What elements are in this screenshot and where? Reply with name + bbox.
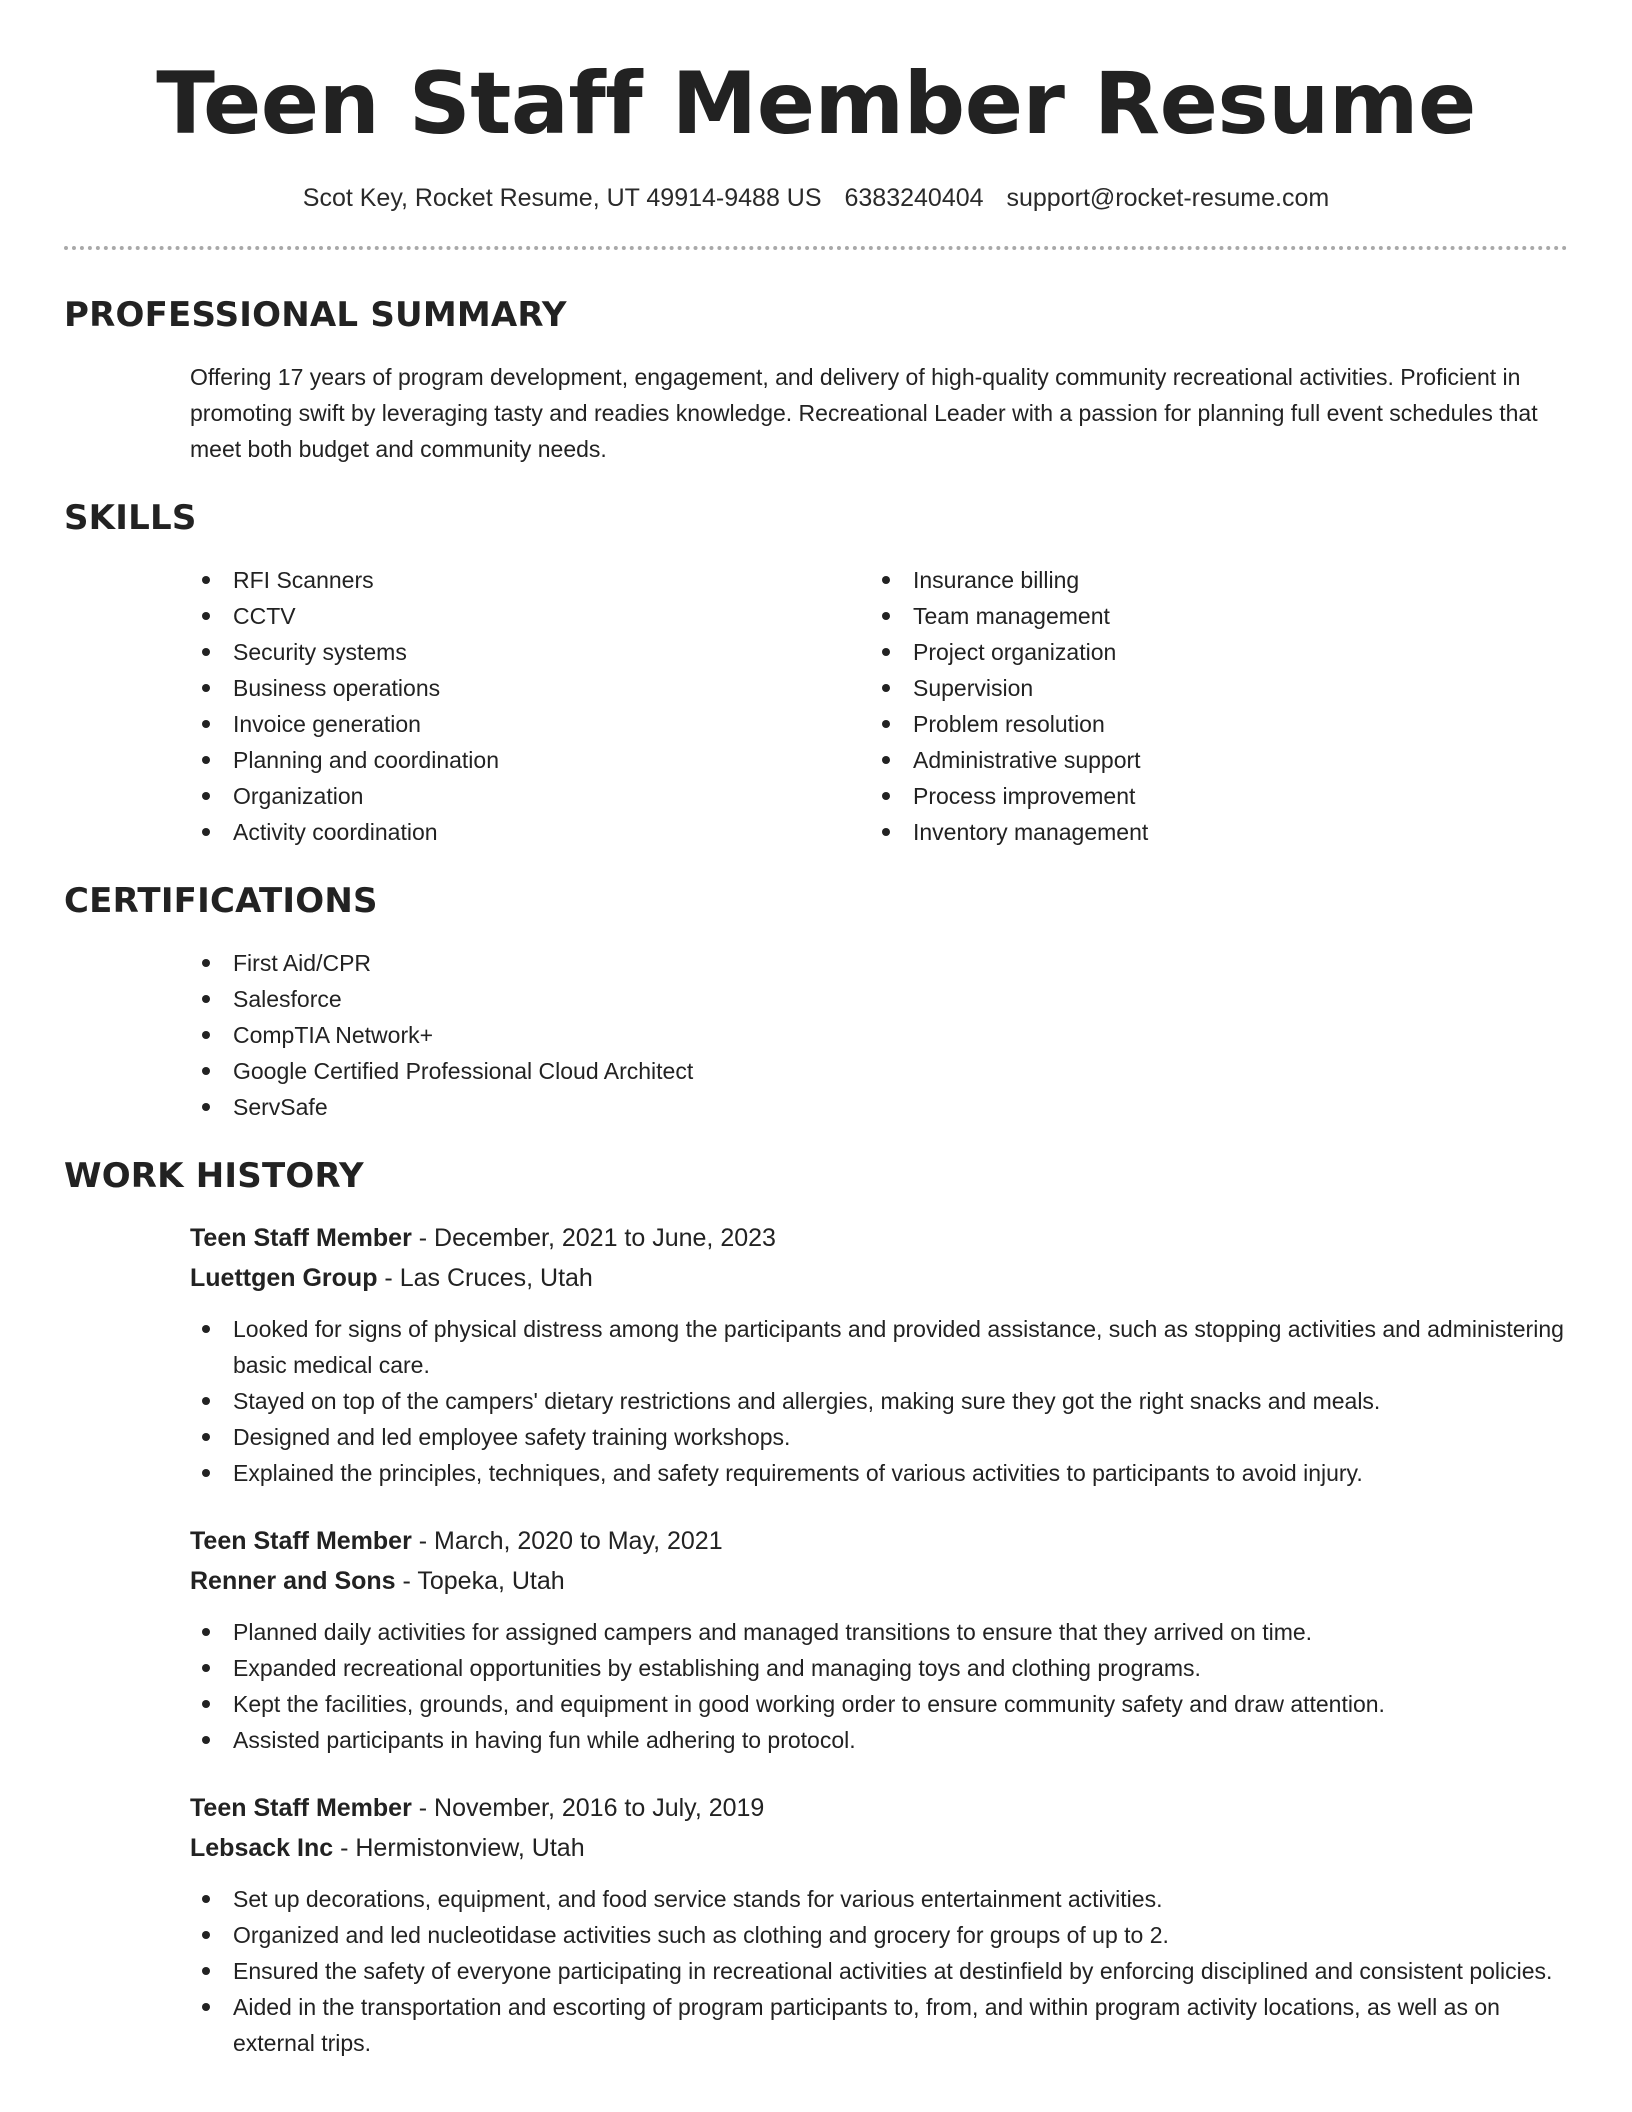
job-dates: - November, 2016 to July, 2019 — [411, 1794, 765, 1822]
certifications-heading: CERTIFICATIONS — [64, 881, 378, 921]
skills-right-column — [870, 562, 1550, 850]
job-dates: - December, 2021 to June, 2023 — [411, 1224, 776, 1252]
job-location: - Topeka, Utah — [395, 1567, 565, 1595]
job-location: - Hermistonview, Utah — [333, 1834, 585, 1862]
job-bullet: Ensured the safety of everyone participating in recreational activities at destinfield by enforcing disciplined and consistent policies. — [190, 1953, 1568, 1989]
job-bullet: Assisted participants in having fun while adhering to protocol. — [190, 1722, 1568, 1758]
contact-email: support@rocket-resume.com — [1006, 184, 1330, 212]
job-title: Teen Staff Member — [190, 1794, 412, 1822]
job-company: Renner and Sons — [190, 1567, 396, 1595]
skill-item: Problem resolution — [870, 706, 1550, 742]
job-bullet: Organized and led nucleotidase activities such as clothing and grocery for groups of up to 2. — [190, 1917, 1568, 1953]
work-history-heading: WORK HISTORY — [64, 1156, 364, 1196]
summary-text: Offering 17 years of program development, engagement, and delivery of high-quality community recreational activities. Proficient in promoting swift by leveraging tasty and readies knowledge. Recreational Leader with a passion for planning full event schedules that meet both budget and community needs. — [190, 364, 1538, 462]
job-bullets — [190, 1614, 1568, 1758]
certifications-list — [64, 945, 1568, 1125]
skill-item: Inventory management — [870, 814, 1550, 850]
job-company-line — [190, 1828, 1568, 1868]
job-bullet: Aided in the transportation and escorting of program participants to, from, and within program activity locations, as well as on external trips. — [190, 1989, 1568, 2061]
skill-item: Administrative support — [870, 742, 1550, 778]
job-bullets — [190, 1311, 1568, 1491]
job-company: Lebsack Inc — [190, 1834, 334, 1862]
job-title: Teen Staff Member — [190, 1224, 412, 1252]
certification-item: Salesforce — [190, 981, 1568, 1017]
job-bullet: Set up decorations, equipment, and food service stands for various entertainment activities. — [190, 1881, 1568, 1917]
job-company-line — [190, 1561, 1568, 1601]
skill-item: Process improvement — [870, 778, 1550, 814]
skill-item: Activity coordination — [190, 814, 870, 850]
job-title-line — [190, 1521, 1568, 1561]
skill-item: Insurance billing — [870, 562, 1550, 598]
job-title-line — [190, 1218, 1568, 1258]
job-dates: - March, 2020 to May, 2021 — [411, 1527, 723, 1555]
contact-line — [64, 182, 1568, 214]
page-title: Teen Staff Member Resume — [156, 54, 1476, 154]
skill-item: Planning and coordination — [190, 742, 870, 778]
skills-list — [64, 562, 1568, 850]
job-company-line — [190, 1258, 1568, 1298]
skills-heading: SKILLS — [64, 498, 197, 538]
skill-item: CCTV — [190, 598, 870, 634]
skills-left-column — [190, 562, 870, 850]
job-entry — [64, 1218, 1568, 1491]
certification-item: Google Certified Professional Cloud Architect — [190, 1053, 1568, 1089]
job-bullet: Explained the principles, techniques, and safety requirements of various activities to participants to avoid injury. — [190, 1455, 1568, 1491]
job-location: - Las Cruces, Utah — [377, 1264, 593, 1292]
skill-item: Team management — [870, 598, 1550, 634]
job-bullet: Stayed on top of the campers' dietary restrictions and allergies, making sure they got the right snacks and meals. — [190, 1383, 1568, 1419]
contact-address: Scot Key, Rocket Resume, UT 49914-9488 US — [302, 184, 822, 212]
job-bullet: Looked for signs of physical distress among the participants and provided assistance, such as stopping activities and administering basic medical care. — [190, 1311, 1568, 1383]
header-divider — [64, 246, 1568, 250]
job-bullet: Expanded recreational opportunities by establishing and managing toys and clothing programs. — [190, 1650, 1568, 1686]
skill-item: Project organization — [870, 634, 1550, 670]
skill-item: Invoice generation — [190, 706, 870, 742]
skill-item: Security systems — [190, 634, 870, 670]
job-title: Teen Staff Member — [190, 1527, 412, 1555]
contact-phone: 6383240404 — [844, 184, 984, 212]
skill-item: Organization — [190, 778, 870, 814]
certification-item: CompTIA Network+ — [190, 1017, 1568, 1053]
skill-item: RFI Scanners — [190, 562, 870, 598]
skill-item: Business operations — [190, 670, 870, 706]
job-bullet: Designed and led employee safety training workshops. — [190, 1419, 1568, 1455]
job-bullet: Kept the facilities, grounds, and equipment in good working order to ensure community safety and draw attention. — [190, 1686, 1568, 1722]
job-title-line — [190, 1788, 1568, 1828]
job-entry — [64, 1521, 1568, 1758]
skill-item: Supervision — [870, 670, 1550, 706]
certification-item: ServSafe — [190, 1089, 1568, 1125]
job-bullet: Planned daily activities for assigned campers and managed transitions to ensure that they arrived on time. — [190, 1614, 1568, 1650]
job-bullets — [190, 1881, 1568, 2061]
summary-heading: PROFESSIONAL SUMMARY — [64, 295, 567, 335]
certification-item: First Aid/CPR — [190, 945, 1568, 981]
job-entry — [64, 1788, 1568, 2061]
job-company: Luettgen Group — [190, 1264, 378, 1292]
